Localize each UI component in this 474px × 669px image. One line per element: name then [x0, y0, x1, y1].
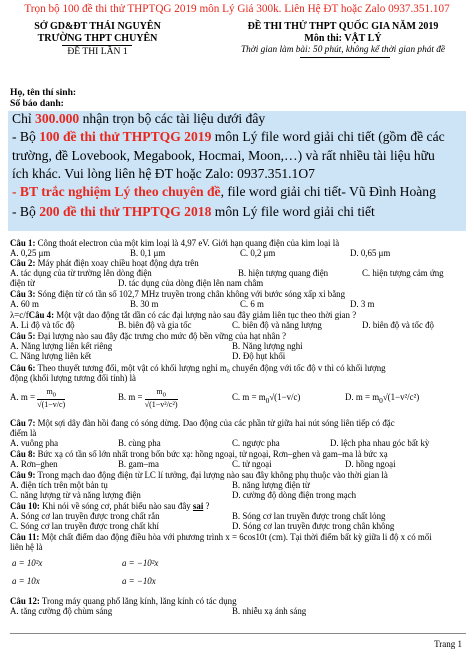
ad-line-1: Chỉ 300.000 nhận trọn bộ các tài liệu dưới đây: [12, 111, 266, 126]
q9-option-d: D. cường độ dòng điện trong mạch: [232, 490, 357, 500]
q3-option-c: C. 6 m: [240, 299, 264, 309]
q8-option-d: D. hồng ngoại: [345, 459, 396, 469]
question-9: Câu 9: Trong mạch dao động điện từ LC lí tưởng, đại lượng nào sau đây không phụ thuộc vào thời gian là: [10, 470, 388, 480]
question-2: Câu 2: Máy phát điện xoay chiều hoạt động dựa trên: [10, 258, 199, 268]
question-11: Câu 11: Một chất điểm dao động điều hòa với phương trình x = 6cos10t (cm). Tại thời điểm bất kỳ giữa li độ x có mối: [10, 532, 432, 542]
school-name: TRƯỜNG THPT CHUYÊN: [37, 33, 158, 44]
q7-option-d: D. lệch pha nhau góc bất kỳ: [330, 438, 430, 448]
formula-a: m = $\frac{m_0}{√(1-v/c)}$: [20, 386, 66, 410]
title-underline: [300, 57, 390, 58]
exam-round: ĐỀ THI LẦN 1: [67, 46, 128, 57]
q4-option-c: C. biên độ và năng lượng: [232, 320, 322, 330]
question-7-cont: điểm là: [10, 428, 37, 438]
q10-option-a: A. Sóng cơ lan truyền được trong chất rắn: [10, 511, 160, 521]
footer-divider: [10, 633, 466, 634]
dept-name: SỞ GD&ĐT THÁI NGUYÊN: [34, 21, 161, 32]
exam-title: ĐỀ THI THỬ THPT QUỐC GIA NĂM 2019: [247, 21, 439, 32]
q7-option-b: B. cùng pha: [118, 438, 161, 448]
q12-option-a: A. tăng cường độ chùm sáng: [10, 606, 113, 616]
q5-option-d: D. Độ hụt khối: [232, 351, 286, 361]
q2-option-b: B. hiện tượng quang điện: [238, 268, 329, 278]
q2-option-c: C. hiện tượng cảm ứng: [362, 268, 444, 278]
question-7: Câu 7: Một sợi dây đàn hồi đang có sóng dừng. Dao động của các phần tử giữa hai nút sóng liên tiếp có đặc: [10, 418, 395, 428]
q6-option-d: D. $m = m_0√(1-v^2/c^2)$: [345, 392, 420, 405]
q10-option-d: D. Sóng cơ lan truyền được trong chân không: [232, 521, 395, 531]
q7-option-a: A. vuông pha: [10, 438, 59, 448]
question-6-cont: động (khối lượng tương đối tính) là: [10, 373, 136, 383]
q4-option-d: D. biên độ và tốc độ: [362, 320, 434, 330]
question-3: Câu 3: Sóng điện từ có tần số 102,7 MHz truyền trong chân không với bước sóng xấp xỉ bằng: [10, 289, 346, 299]
formula-d: $m = m_0√(1-v^2/c^2)$: [355, 392, 420, 405]
question-5: Câu 5: Đại lượng nào sau đây đặc trưng cho mức độ bền vững của hạt nhân ?: [10, 331, 287, 341]
q1-option-b: B. 0,1 μm: [130, 248, 166, 258]
question-10: Câu 10: Khi nói về sóng cơ, phát biểu nào sau đây sai ?: [10, 501, 210, 511]
q11-formula-a: a = 10²x: [12, 558, 43, 568]
q1-option-c: C. 0,2 μm: [240, 248, 276, 258]
question-12: Câu 12: Trong máy quang phổ lăng kính, lăng kính có tác dụng: [10, 596, 237, 606]
q8-option-a: A. Rơn–ghen: [10, 459, 58, 469]
q8-option-b: B. gam–ma: [118, 459, 159, 469]
q3-option-d: D. 3 m: [350, 299, 375, 309]
q10-option-c: C. Sóng cơ lan truyền được trong chất khí: [10, 521, 160, 531]
q4-option-b: B. biên độ và gia tốc: [118, 320, 192, 330]
q2-option-c-cont: điện từ: [10, 278, 35, 288]
q5-option-c: C. Năng lượng liên kết: [10, 351, 92, 361]
q5-option-b: B. Năng lượng nghỉ: [232, 341, 303, 351]
q9-option-c: C. năng lượng từ và năng lượng điện: [10, 490, 141, 500]
q9-option-b: B. năng lượng điện từ: [232, 480, 310, 490]
question-4: λ=c/fCâu 4: Một vật dao động tắt dần có các đại lượng nào sau đây giảm liên tục theo thời gian ?: [10, 310, 357, 320]
q11-formula-d: a = −10x: [122, 576, 156, 586]
q2-option-d: D. tác dụng của dòng điện lên nam châm: [118, 278, 264, 288]
candidate-name-label: Họ, tên thí sinh:: [10, 87, 77, 98]
time-info: Thời gian làm bài: 50 phút, không kể thời gian phát đề: [240, 45, 446, 55]
q10-option-b: B. Sóng cơ lan truyền được trong chất lỏng: [232, 511, 386, 521]
q12-option-b: B. nhiễu xạ ánh sáng: [232, 606, 307, 616]
question-1: Câu 1: Công thoát electron của một kim loại là 4,97 eV. Giới hạn quang điện của kim loại là: [10, 238, 340, 248]
page-number: Trang 1: [434, 639, 462, 649]
ad-line-5: - BT trắc nghiệm Lý theo chuyên đề, file word giải chi tiết- Vũ Đình Hoàng: [12, 184, 436, 199]
subject: Môn thi: VẬT LÝ: [304, 33, 382, 44]
ad-line-4: ích khác. Vui lòng liên hệ ĐT hoặc Zalo: 0937.351.1O7: [12, 166, 315, 181]
question-6: Câu 6: Theo thuyết tương đối, một vật có khối lượng nghỉ m₀ chuyển động với tốc độ v thì có khối lượng: [10, 363, 386, 373]
q1-option-d: D. 0,65 μm: [350, 248, 391, 258]
formula-c: $m = m_0√(1-v/c)$: [242, 392, 301, 405]
q9-option-a: A. điện tích trên một bản tụ: [10, 480, 108, 490]
q2-option-a: A. tác dụng của từ trường lên dòng điện: [10, 268, 152, 278]
q6-option-a: A. m = $\frac{m_0}{√(1-v/c)}$: [10, 386, 66, 410]
q6-option-c: C. $m = m_0√(1-v/c)$: [232, 392, 301, 405]
ad-line-6: - Bộ 200 đề thi thử THPTQG 2018 môn Lý file word giải chi tiết: [12, 204, 375, 219]
q11-formula-c: a = 10x: [12, 576, 40, 586]
q8-option-c: C. tử ngoại: [232, 459, 272, 469]
q3-option-b: B. 30 m: [130, 299, 159, 309]
candidate-number-label: Số báo danh:: [10, 98, 64, 109]
q11-formula-b: a = −10²x: [122, 558, 159, 568]
question-8: Câu 8: Bức xạ có tần số lớn nhất trong bốn bức xạ: hồng ngoại, tử ngoại, Rơn–ghen và gam–ma là bức xạ: [10, 449, 388, 459]
promo-banner: Trọn bộ 100 đề thi thử THPTQG 2019 môn Lý Giá 300k. Liên Hệ ĐT hoặc Zalo 0937.351.107: [24, 3, 450, 15]
q1-option-a: A. 0,25 μm: [10, 248, 51, 258]
formula-b: m = $\frac{m_0}{\text{√(1−v²/c²)}}$: [128, 386, 178, 410]
q3-option-a: A. 60 m: [10, 299, 39, 309]
ad-line-3: trường, đề Lovebook, Megabook, Hocmai, Moon,…) và rất nhiều tài liệu hữu: [12, 148, 435, 163]
question-11-cont: liên hệ là: [10, 542, 43, 552]
q4-option-a: A. Li độ và tốc độ: [10, 320, 75, 330]
q5-option-a: A. Năng lượng liên kết riêng: [10, 341, 113, 351]
ad-line-2: - Bộ 100 đề thi thử THPTQG 2019 môn Lý file word giải chi tiết (gồm đề các: [12, 129, 445, 144]
q6-option-b: B. m = $\frac{m_0}{\text{√(1−v²/c²)}}$: [118, 386, 178, 410]
q7-option-c: C. ngược pha: [232, 438, 280, 448]
